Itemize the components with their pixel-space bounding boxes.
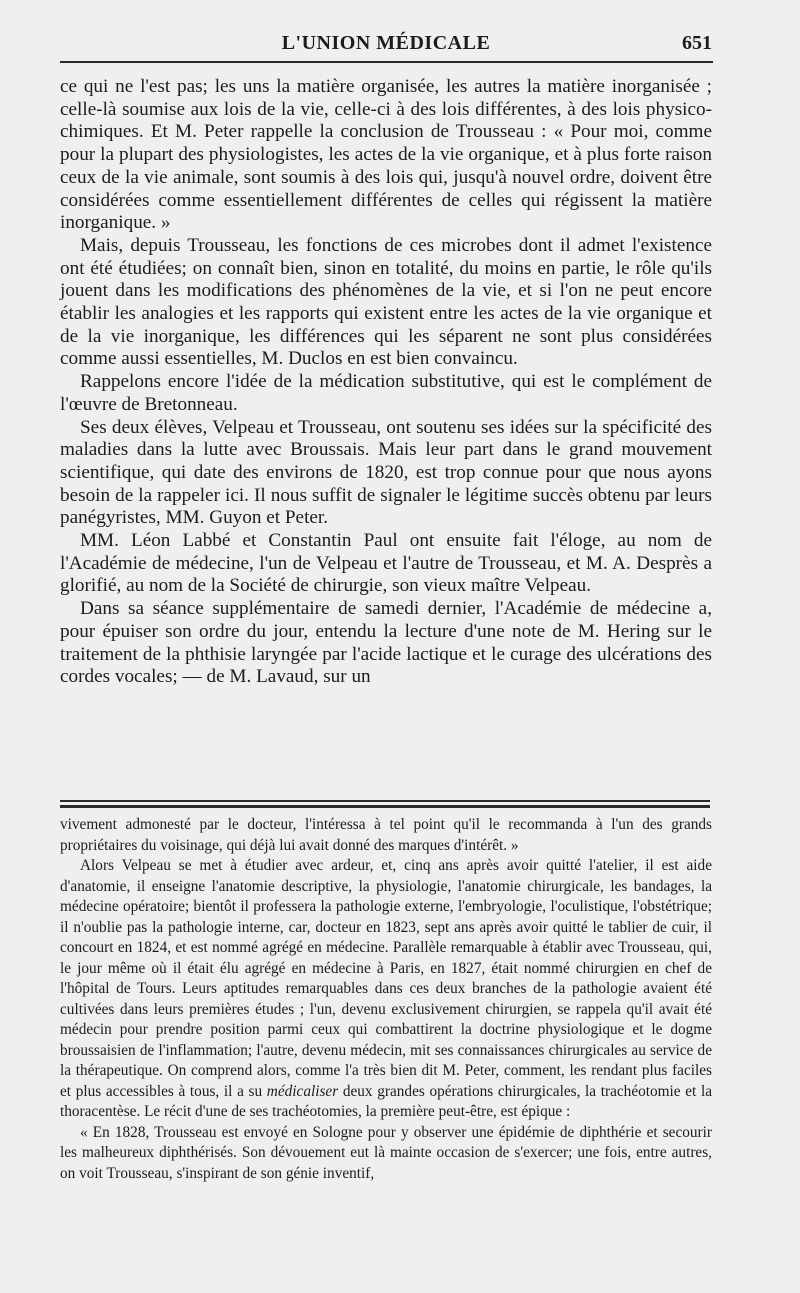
paragraph: Ses deux élèves, Velpeau et Trousseau, ont soutenu ses idées sur la spécificité des maladies dans la lutte avec Broussais. Mais leur part dans le grand mouvement scientifique, qui date des environs de 1820, est trop connue pour que nous ayons besoin de la rappeler ici. Il nous suffit de signaler le légitime succès obtenu par leurs panégyristes, MM. Guyon et Peter.	[60, 416, 712, 529]
paragraph: Mais, depuis Trousseau, les fonctions de ces microbes dont il admet l'existence ont été étudiées; on connaît bien, sinon en totalité, du moins en partie, le rôle qu'ils jouent dans les modifications des phénomènes de la vie, et si l'on ne peut encore établir les analogies et les rapports qui existent entre les actes de la vie organique et de la vie inorganique, les différences qui les séparent ne sont plus considérées comme aussi essentielles, M. Duclos en est bien convaincu.	[60, 234, 712, 370]
paragraph: Rappelons encore l'idée de la médication substitutive, qui est le complément de l'œuvre de Bretonneau.	[60, 371, 712, 415]
running-header	[60, 30, 712, 60]
paragraph: Dans sa séance supplémentaire de samedi dernier, l'Académie de médecine a, pour épuiser son ordre du jour, entendu la lecture d'une note de M. Hering sur le traitement de la phthisie laryngée par l'acide lactique et le curage des ulcérations des cordes vocales; — de M. Lavaud, sur un	[60, 598, 712, 688]
footnote-paragraph: « En 1828, Trousseau est envoyé en Sologne pour y observer une épidémie de diphthérie et secourir les malheureux diphthérisés. Son dévouement eut là mainte occasion de s'exercer; une fois, entre autres, on voit Trousseau, s'inspirant de son génie inventif,	[60, 1123, 712, 1182]
page-number: 651	[682, 32, 712, 54]
journal-title: L'UNION MÉDICALE	[281, 32, 491, 54]
header-rule	[60, 61, 713, 63]
paragraph: ce qui ne l'est pas; les uns la matière organisée, les autres la matière inorganisée ; celle-là soumise aux lois de la vie, celle-ci à des lois différentes, à des lois physico-chimiques. Et M. Peter rappelle la conclusion de Trousseau : « Pour moi, comme pour la plupart des physiologistes, les actes de la vie organique, et à plus forte raison ceux de la vie animale, sont soumis à des lois qui, jusqu'à nouvel ordre, doivent être considérées comme essentiellement différentes de celles qui régissent la matière inorganique. »	[60, 76, 712, 234]
footnote-text-run: Alors Velpeau se met à étudier avec ardeur, et, cinq ans après avoir quitté l'atelier, il est aide d'anatomie, il enseigne l'anatomie descriptive, la physiologie, l'anatomie chirurgicale, les bandages, la médecine opératoire; bientôt il professera la pathologie externe, l'embryologie, l'oculistique, l'obstétrique; il n'oublie pas la pathologie interne, car, docteur en 1823, sept ans après avoir quitté le tablier de cuir, il concourt en 1824, et est nommé agrégé en médecine. Parallèle remarquable à établir avec Trousseau, qui, le jour même où il était élu agrégé en médecine à Paris, en 1827, était nommé chirurgien en chef de l'hôpital de Tours. Leurs aptitudes remarquables dans ces deux branches de la pathologie avaient été cultivées dans leurs premières études ; l'un, devenu exclusivement chirurgien, se rappela qu'il avait été médecin pour prendre position parmi ceux qui combattirent la doctrine physiologique et le dogme broussaisien de l'inflammation; l'autre, devenu médecin, mit ses connaissances chirurgicales au service de la thérapeutique. On comprend alors, comme l'a très bien dit M. Peter, comment, les rendant plus faciles et plus accessibles à tous, il a su	[60, 857, 712, 1100]
footnote-paragraph: vivement admonesté par le docteur, l'intéressa à tel point qu'il le recommanda à l'un des grands propriétaires du voisinage, qui déjà lui avait donné des marques d'intérêt. »	[60, 816, 712, 854]
footnote-rule-double	[60, 805, 710, 808]
footnote-paragraph	[60, 856, 712, 1123]
footnote-text	[60, 815, 712, 1184]
italic-term: médicaliser	[266, 1082, 339, 1100]
main-text	[60, 76, 712, 689]
footnote-rule	[60, 800, 710, 802]
footnote-text-run: deux grandes opérations chirurgicales, la trachéotomie et la thoracentèse. Le récit d'une de ses trachéotomies, la première peut-être, est épique :	[60, 1082, 712, 1120]
paragraph: MM. Léon Labbé et Constantin Paul ont ensuite fait l'éloge, au nom de l'Académie de médecine, l'un de Velpeau et l'autre de Trousseau, et M. A. Desprès a glorifié, au nom de la Société de chirurgie, son vieux maître Velpeau.	[60, 530, 712, 597]
